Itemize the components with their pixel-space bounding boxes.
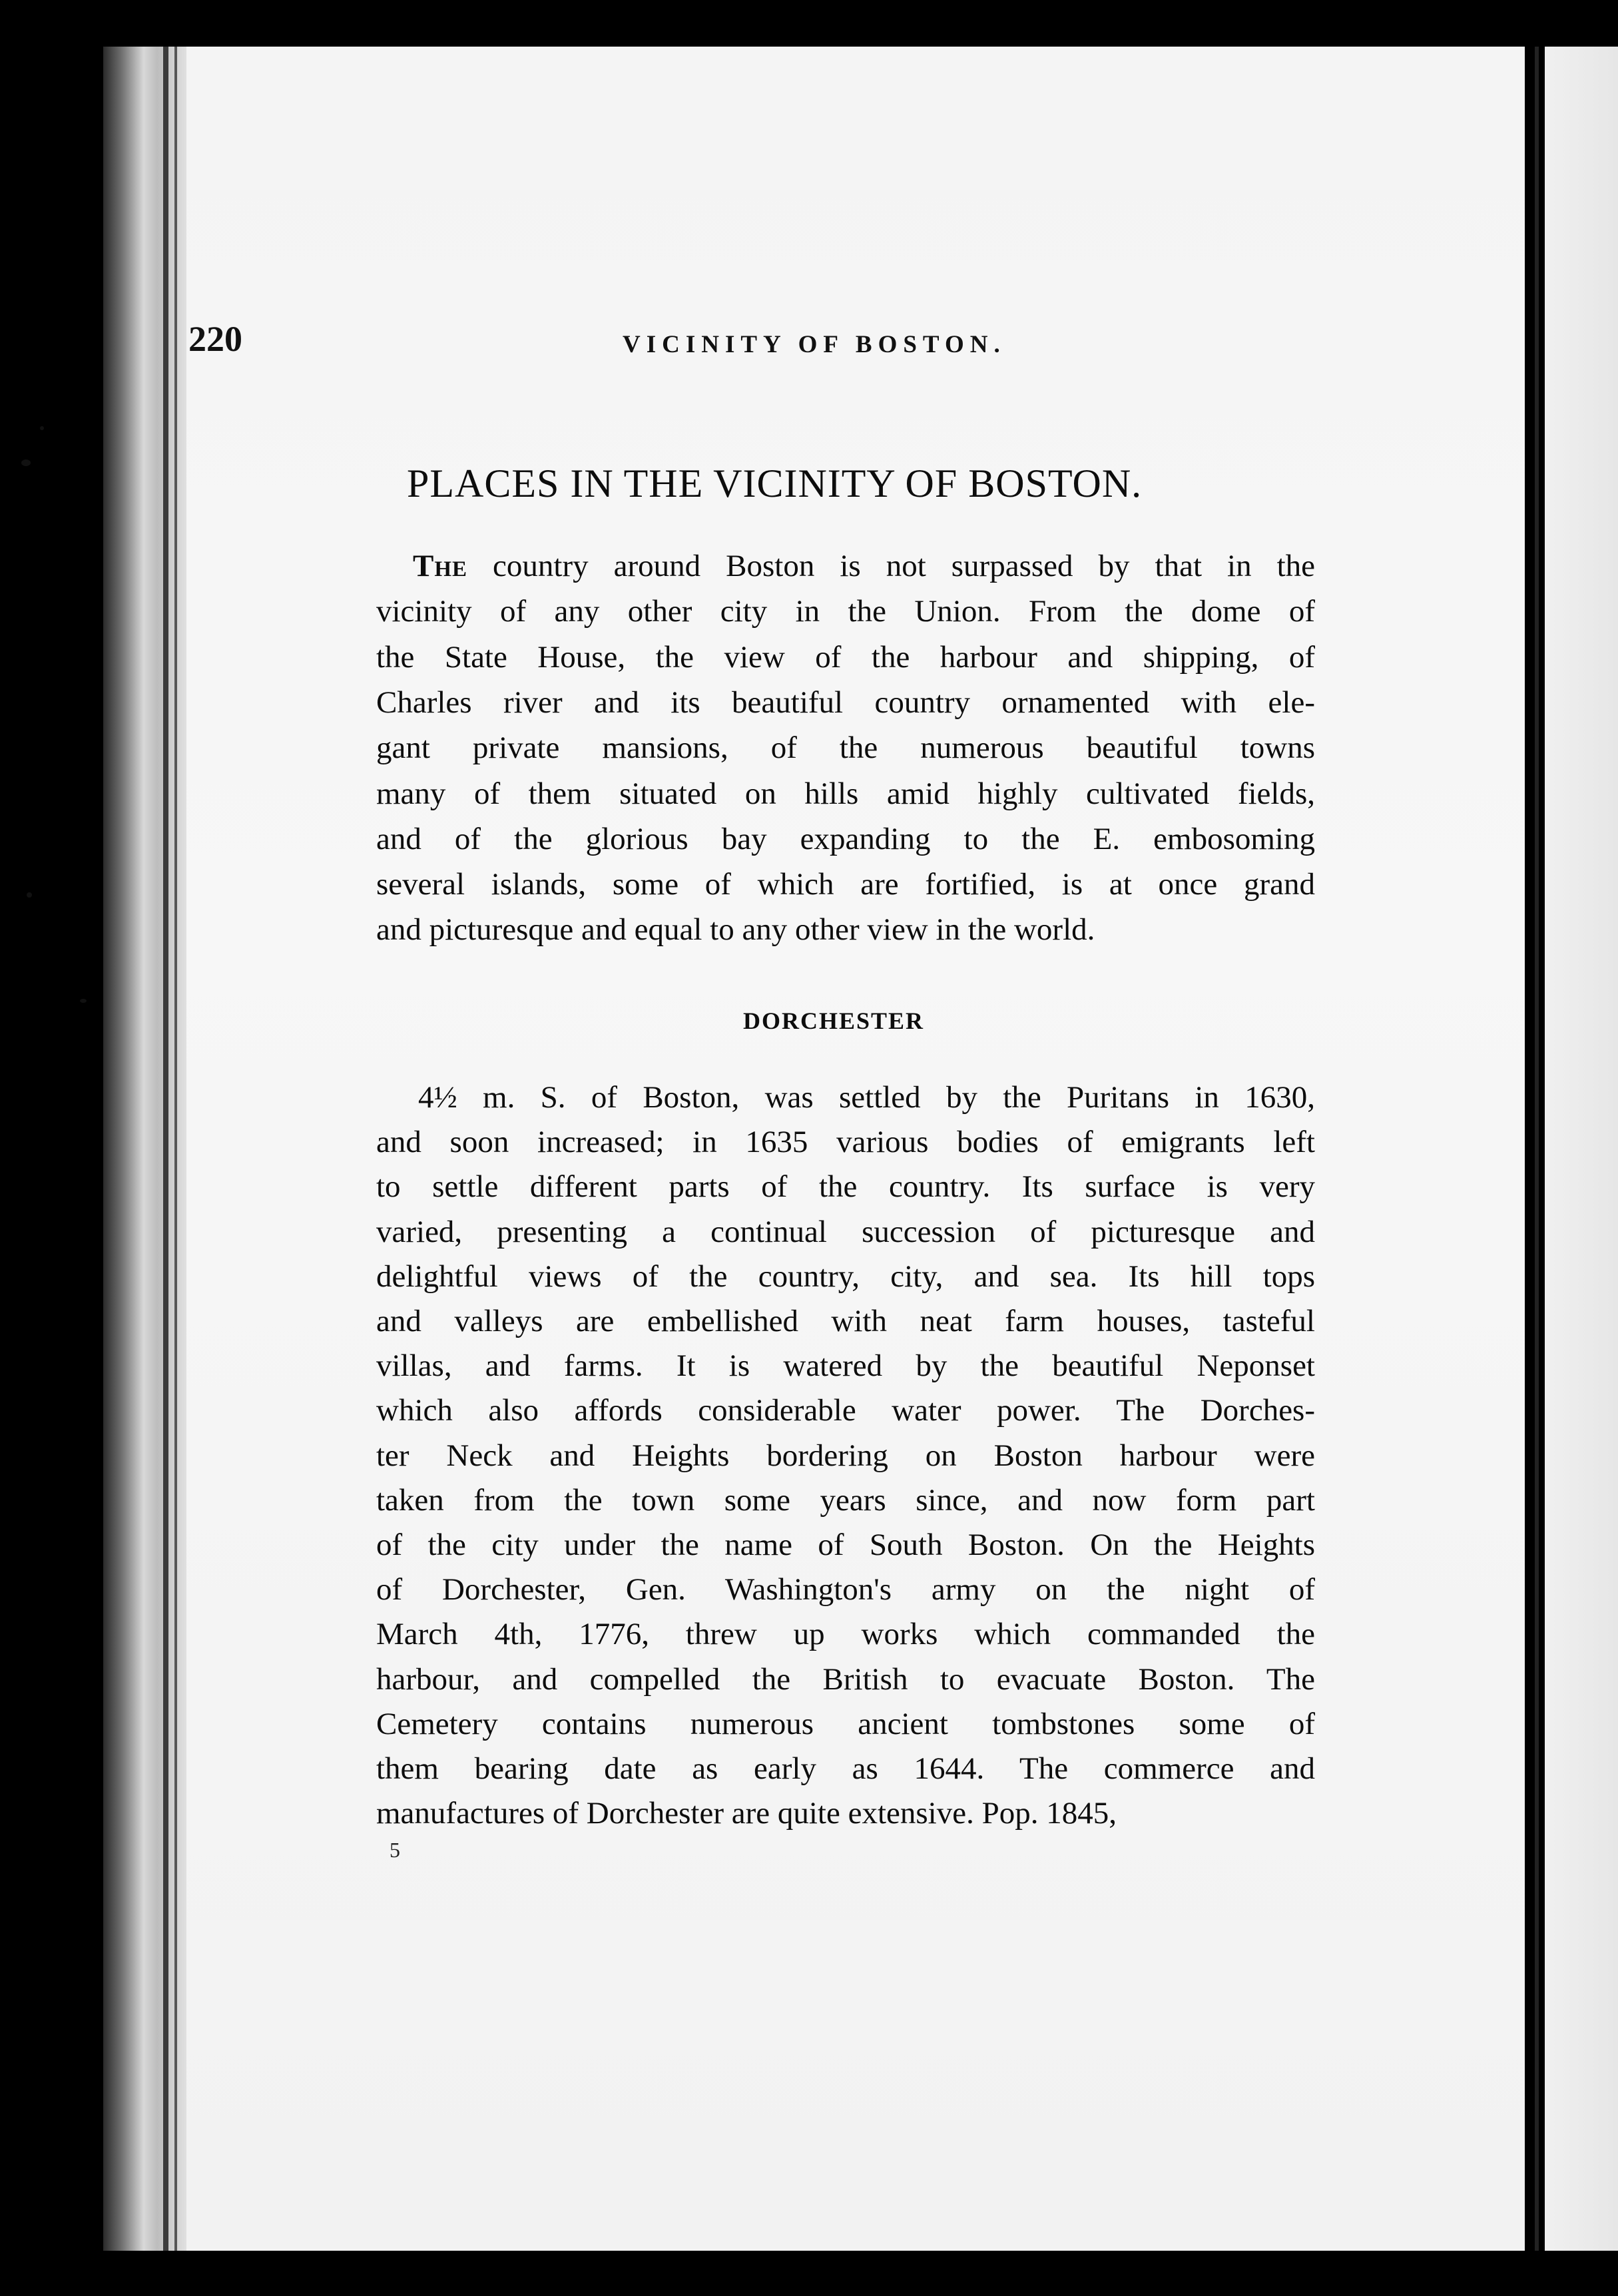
book-gutter [103, 47, 193, 2251]
section-heading: DORCHESTER [743, 1007, 925, 1034]
text-line: villas, and farms. It is watered by the beautiful Neponset [376, 1348, 1315, 1384]
gutter-rule [163, 47, 168, 2251]
text-line: vicinity of any other city in the Union. From the dome of [376, 594, 1315, 629]
text-line: and of the glorious bay expanding to the E. embosoming [376, 821, 1315, 856]
text-line: to settle different parts of the country. Its surface is very [376, 1169, 1315, 1205]
scan-speck [40, 426, 44, 430]
text-line: them bearing date as early as 1644. The commerce and [376, 1751, 1315, 1786]
scan-speck [27, 892, 32, 898]
page-title: PLACES IN THE VICINITY OF BOSTON. [407, 461, 1143, 505]
trailing-fragment: 5 [390, 1838, 400, 1862]
text-line: of the city under the name of South Boston. On the Heights [376, 1528, 1315, 1562]
text-line: ter Neck and Heights bordering on Boston harbour were [376, 1438, 1315, 1473]
text-line: varied, presenting a continual succession of picturesque and [376, 1214, 1315, 1249]
scan-speck [21, 459, 31, 466]
page-number: 220 [188, 319, 242, 359]
gutter-rule-inner [174, 47, 177, 2251]
scan-speck [80, 999, 87, 1003]
text-line: of Dorchester, Gen. Washington's army on the night of [376, 1572, 1315, 1607]
text-line [376, 546, 1315, 586]
text-line: and soon increased; in 1635 various bodies of emigrants left [376, 1125, 1315, 1160]
text-line: many of them situated on hills amid highly cultivated fields, [376, 776, 1315, 811]
text-line: which also affords considerable water power. The Dorches- [376, 1393, 1315, 1428]
text-line: March 4th, 1776, threw up works which commanded the [376, 1617, 1315, 1652]
text-line: 4½ m. S. of Boston, was settled by the Puritans in 1630, [418, 1080, 1315, 1115]
text-line: delightful views of the country, city, and sea. Its hill tops [376, 1259, 1315, 1294]
text-line: the State House, the view of the harbour and shipping, of [376, 639, 1315, 675]
text-line: taken from the town some years since, and now form part [376, 1482, 1315, 1518]
line-text: country around Boston is not surpassed by that in the [467, 549, 1315, 583]
running-title: VICINITY OF BOSTON. [623, 331, 1006, 358]
text-line: Charles river and its beautiful country ornamented with ele- [376, 685, 1315, 720]
lead-word: The [413, 549, 468, 583]
text-line: and picturesque and equal to any other view in the world. [376, 912, 1095, 948]
text-line: Cemetery contains numerous ancient tombstones some of [376, 1706, 1315, 1741]
page-edge-rule [1535, 47, 1539, 2251]
text-line: manufactures of Dorchester are quite extensive. Pop. 1845, [376, 1796, 1117, 1831]
text-line: harbour, and compelled the British to evacuate Boston. The [376, 1661, 1315, 1697]
running-head [188, 318, 1187, 372]
text-line: and valleys are embellished with neat farm houses, tasteful [376, 1304, 1315, 1338]
facing-page-edge [1545, 47, 1618, 2251]
text-line: several islands, some of which are fortified, is at once grand [376, 867, 1315, 902]
text-line: gant private mansions, of the numerous beautiful towns [376, 730, 1315, 766]
